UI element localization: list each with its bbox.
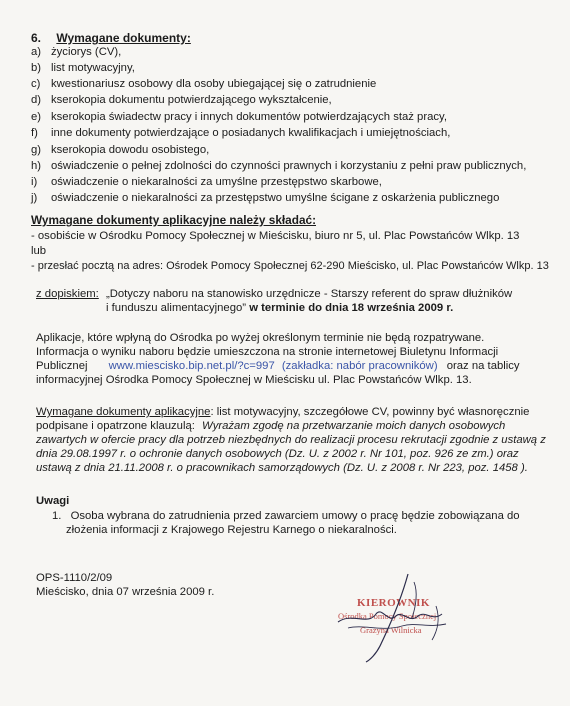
- signing-label: Wymagane dokumenty aplikacyjne: [36, 406, 211, 418]
- list-item: h) oświadczenie o pełnej zdolności do czynności prawnych i korzystaniu z pełni praw publicznych,: [31, 160, 527, 172]
- annotation-label: z dopiskiem:: [36, 288, 99, 300]
- annotation-text-1: „Dotyczy naboru na stanowisko urzędnicze - Starszy referent do spraw dłużników: [105, 288, 513, 300]
- section-title: Wymagane dokumenty:: [56, 31, 191, 45]
- bip-link[interactable]: www.miescisko.bip.net.pl/?c=997: [108, 360, 275, 372]
- annotation-line-2: [106, 301, 453, 315]
- list-item: j) oświadczenie o niekaralności za przestępstwo umyślne ścigane z oskarżenia publicznego: [31, 192, 500, 204]
- list-item: g) kserokopia dowodu osobistego,: [31, 144, 210, 156]
- section-heading: [31, 31, 191, 45]
- annotation-text-2: i funduszu alimentacyjnego”: [106, 302, 247, 314]
- list-item: e) kserokopia świadectw pracy i innych dokumentów potwierdzających staż pracy,: [31, 111, 447, 123]
- reference-number: OPS-1110/2/09: [36, 572, 113, 584]
- list-item: f) inne dokumenty potwierdzające o posiadanych kwalifikacjach i umiejętnościach,: [31, 127, 451, 139]
- submission-line-1: - osobiście w Ośrodku Pomocy Społecznej w Mieścisku, biuro nr 5, ul. Plac Powstańców Wlkp. 13: [31, 230, 520, 242]
- place-date: Mieścisko, dnia 07 września 2009 r.: [36, 586, 215, 598]
- applications-line-4: informacyjnej Ośrodka Pomocy Społecznej w Mieścisku ul. Plac Powstańców Wlkp. 13.: [36, 374, 472, 386]
- annotation-line-1: [36, 287, 512, 301]
- submission-heading: Wymagane dokumenty aplikacyjne należy składać:: [31, 213, 316, 227]
- applications-line-1: Aplikacje, które wpłyną do Ośrodka po wyżej określonym terminie nie będą rozpatrywane.: [36, 332, 485, 344]
- signing-line-4: dnia 29.08.1997 r. o ochronie danych osobowych (Dz. U. z 2002 r. Nr 101, poz. 926 ze zm.) oraz: [36, 448, 519, 460]
- notes-heading: Uwagi: [36, 495, 70, 507]
- signing-line-2: podpisane i opatrzone klauzulą: Wyrażam zgodę na przetwarzanie moich danych osobowych: [36, 420, 506, 432]
- stamp-line-2: Ośrodka Pomocy Społecznej: [338, 611, 437, 621]
- list-item: i) oświadczenie o niekaralności za umyślne przestępstwo skarbowe,: [31, 176, 382, 188]
- list-item: b) list motywacyjny,: [31, 62, 135, 74]
- notes-item-line-2: złożenia informacji z Krajowego Rejestru Karnego o niekaralności.: [66, 524, 397, 536]
- stamp-name: Grażyna Wilnicka: [360, 625, 422, 635]
- signing-line-3: zawartych w ofercie pracy dla potrzeb niezbędnych do realizacji procesu rekrutacji zgodnie z ustawą z: [36, 434, 546, 446]
- signing-line-5: ustawą z dnia 21.11.2008 r. o pracownikach samorządowych (Dz. U. z 2008 r. Nr 223, poz. 1458 ).: [36, 462, 528, 474]
- list-item: c) kwestionariusz osobowy dla osoby ubiegającej się o zatrudnienie: [31, 78, 377, 90]
- signing-line-1: Wymagane dokumenty aplikacyjne: list motywacyjny, szczegółowe CV, powinny być własnoręcznie: [36, 406, 530, 418]
- submission-or: lub: [31, 245, 47, 257]
- section-number: 6.: [31, 31, 42, 45]
- stamp-title: KIEROWNIK: [357, 597, 430, 609]
- list-item: a) życiorys (CV),: [31, 46, 122, 58]
- applications-line-3: Publicznej www.miescisko.bip.net.pl/?c=997 (zakładka: nabór pracowników) oraz na tablicy: [36, 360, 520, 372]
- notes-item-line-1: 1. Osoba wybrana do zatrudnienia przed zawarciem umowy o pracę będzie zobowiązana do: [52, 510, 520, 522]
- list-item: d) kserokopia dokumentu potwierdzającego wykształcenie,: [31, 94, 332, 106]
- handwritten-signature: [318, 566, 458, 666]
- submission-line-2: - przesłać pocztą na adres: Ośrodek Pomocy Społecznej 62-290 Mieścisko, ul. Plac Powstańców Wlkp. 13: [31, 260, 549, 272]
- applications-line-2: Informacja o wyniku naboru będzie umieszczona na stronie internetowej Biuletynu Informacji: [36, 346, 499, 358]
- bip-link-note: (zakładka: nabór pracowników): [281, 360, 438, 372]
- annotation-deadline: w terminie do dnia 18 września 2009 r.: [249, 302, 454, 314]
